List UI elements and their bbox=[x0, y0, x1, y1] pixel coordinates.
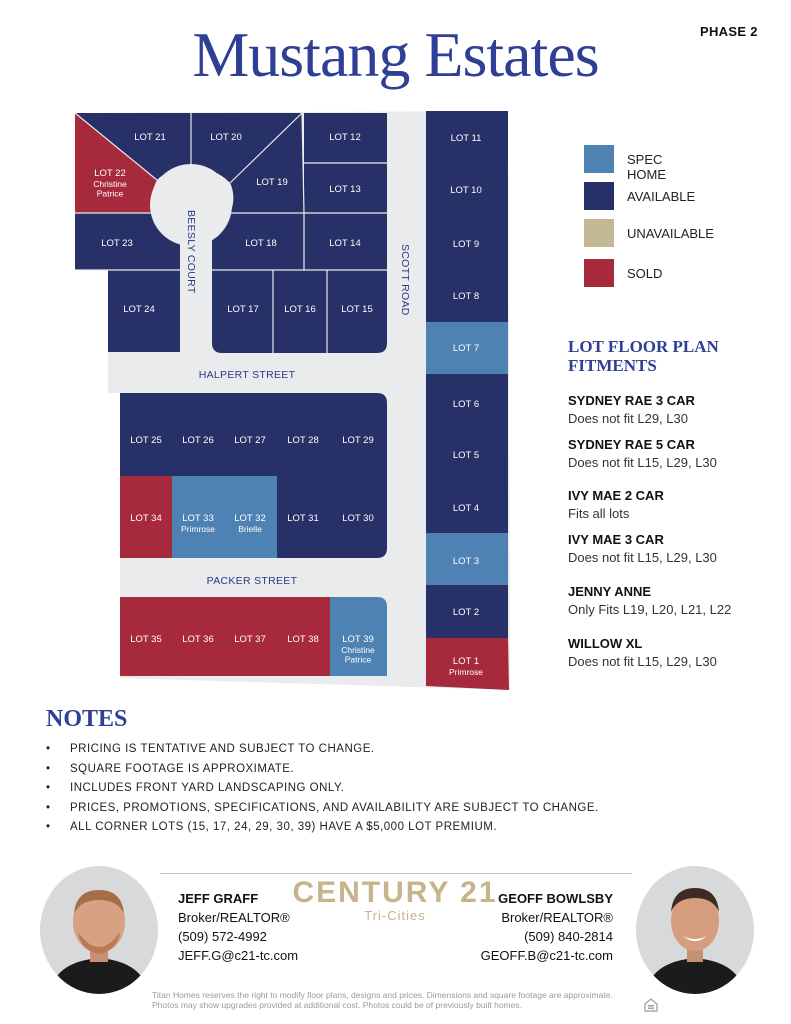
lot-label: LOT 37 bbox=[234, 634, 266, 645]
lots-layer bbox=[75, 111, 509, 690]
lot-label: LOT 34 bbox=[130, 513, 162, 524]
lot-label: LOT 23 bbox=[101, 238, 133, 249]
fitment-plan-note: Only Fits L19, L20, L21, L22 bbox=[568, 602, 732, 617]
agent-name: GEOFF BOWLSBY bbox=[498, 891, 613, 906]
bullet-icon: • bbox=[46, 743, 51, 755]
agent-contact-left bbox=[178, 889, 298, 965]
fitment-item bbox=[568, 636, 717, 669]
avatar-left-icon bbox=[40, 866, 158, 994]
lot-label: LOT 24 bbox=[123, 304, 155, 315]
fitment-item bbox=[568, 437, 717, 470]
fitments-title: LOT FLOOR PLAN FITMENTS bbox=[568, 337, 719, 375]
century21-logo bbox=[290, 876, 500, 923]
fitment-plan-name: JENNY ANNE bbox=[568, 584, 652, 599]
lot-label: LOT 9 bbox=[452, 239, 480, 250]
lot-label: LOT 6 bbox=[452, 399, 480, 410]
lot-label: LOT 5 bbox=[452, 450, 480, 461]
bullet-icon: • bbox=[46, 821, 51, 833]
lot-label: LOT 1 bbox=[452, 656, 480, 667]
lot-label: LOT 28 bbox=[287, 435, 319, 446]
agent-title: Broker/REALTOR® bbox=[501, 910, 613, 925]
fitment-item bbox=[568, 584, 731, 617]
lot-label: LOT 22 bbox=[94, 168, 126, 179]
lot-label: LOT 27 bbox=[234, 435, 266, 446]
footer-divider bbox=[160, 873, 632, 874]
agent-name: JEFF GRAFF bbox=[178, 891, 259, 906]
bullet-icon: • bbox=[46, 801, 51, 814]
lot-label: LOT 26 bbox=[182, 435, 214, 446]
lot-label: LOT 30 bbox=[342, 513, 374, 524]
note-item bbox=[46, 782, 599, 802]
site-plan-map bbox=[0, 0, 560, 700]
note-item bbox=[46, 743, 599, 763]
brand-name: CENTURY 21 bbox=[292, 876, 498, 909]
agent-email[interactable]: GEOFF.B@c21-tc.com bbox=[480, 948, 613, 963]
fitment-plan-note: Does not fit L15, L29, L30 bbox=[568, 654, 717, 669]
street-label-beesly: BEESLY COURT bbox=[185, 210, 197, 294]
lot-label: LOT 14 bbox=[329, 238, 361, 249]
disclaimer-line: Photos may show upgrades provided at additional cost. Photos could be of previously built homes. bbox=[152, 1000, 522, 1010]
street-label-packer: PACKER STREET bbox=[206, 575, 298, 587]
bullet-icon: • bbox=[46, 782, 51, 794]
notes-list bbox=[46, 743, 599, 841]
fitment-item bbox=[568, 488, 664, 521]
fitment-plan-name: WILLOW XL bbox=[568, 636, 643, 651]
notes-title: NOTES bbox=[46, 706, 128, 732]
lot-label: LOT 29 bbox=[342, 435, 374, 446]
lot-label: LOT 4 bbox=[452, 503, 480, 514]
fitment-plan-name: IVY MAE 3 CAR bbox=[568, 532, 664, 547]
legend-label-spec: SPEC HOME bbox=[627, 152, 666, 182]
note-text: PRICES, PROMOTIONS, SPECIFICATIONS, AND AVAILABILITY ARE SUBJECT TO CHANGE. bbox=[70, 801, 599, 814]
lot-label: LOT 15 bbox=[341, 304, 373, 315]
lot-label: LOT 20 bbox=[210, 132, 242, 143]
lot-label: LOT 3 bbox=[452, 556, 480, 567]
lot-label: LOT 7 bbox=[452, 343, 480, 354]
fitment-plan-name: SYDNEY RAE 5 CAR bbox=[568, 437, 695, 452]
lot-owner-label: Christine bbox=[341, 645, 375, 655]
lot-label: LOT 36 bbox=[182, 634, 214, 645]
note-text: SQUARE FOOTAGE IS APPROXIMATE. bbox=[70, 762, 295, 775]
note-item bbox=[46, 763, 599, 783]
agent-contact-right bbox=[481, 889, 613, 965]
lot-label: LOT 18 bbox=[245, 238, 277, 249]
agent-email[interactable]: JEFF.G@c21-tc.com bbox=[178, 948, 299, 963]
lot-label: LOT 10 bbox=[450, 185, 482, 196]
lot-label: LOT 12 bbox=[329, 132, 361, 143]
lot-owner-label: Patrice bbox=[96, 188, 124, 199]
street-label-halpert: HALPERT STREET bbox=[198, 369, 296, 381]
fitment-plan-note: Fits all lots bbox=[568, 506, 630, 521]
avatar-right-icon bbox=[636, 866, 754, 994]
lot-label: LOT 13 bbox=[329, 184, 361, 195]
disclaimer-line: Titan Homes reserves the right to modify floor plans, designs and prices. Dimensions and square footage are approximate. bbox=[152, 990, 613, 1000]
page-title: Mustang Estates bbox=[192, 19, 599, 90]
lot-label: LOT 25 bbox=[130, 435, 162, 446]
equal-housing-icon bbox=[644, 998, 658, 1012]
lot-label: LOT 17 bbox=[227, 304, 259, 315]
lot-label: LOT 21 bbox=[134, 132, 166, 143]
note-text: PRICING IS TENTATIVE AND SUBJECT TO CHANGE. bbox=[70, 743, 375, 755]
note-text: ALL CORNER LOTS (15, 17, 24, 29, 30, 39) HAVE A $5,000 LOT PREMIUM. bbox=[70, 821, 498, 833]
agent-photo-left bbox=[40, 866, 158, 994]
agent-phone[interactable]: (509) 572-4992 bbox=[178, 929, 267, 944]
lot-label: LOT 38 bbox=[287, 634, 319, 645]
agent-phone[interactable]: (509) 840-2814 bbox=[524, 929, 613, 944]
note-item bbox=[46, 821, 599, 841]
legend-label-sold: SOLD bbox=[627, 266, 663, 281]
legend-swatch-available bbox=[584, 182, 614, 210]
disclaimer bbox=[152, 990, 642, 1010]
fitment-item bbox=[568, 393, 695, 426]
fitment-plan-name: SYDNEY RAE 3 CAR bbox=[568, 393, 695, 408]
phase-label: PHASE 2 bbox=[700, 24, 758, 39]
brand-sub: Tri-Cities bbox=[364, 908, 426, 923]
lot-label: LOT 19 bbox=[256, 177, 288, 188]
legend-label-available: AVAILABLE bbox=[627, 189, 696, 204]
legend-swatch-spec bbox=[584, 145, 614, 173]
lot-label: LOT 32 bbox=[234, 513, 266, 524]
agent-title: Broker/REALTOR® bbox=[178, 910, 290, 925]
fitment-plan-note: Does not fit L29, L30 bbox=[568, 411, 688, 426]
lot-owner-label: Brielle bbox=[238, 524, 262, 534]
legend-swatch-unavailable bbox=[584, 219, 614, 247]
note-item bbox=[46, 802, 599, 822]
fitment-plan-note: Does not fit L15, L29, L30 bbox=[568, 455, 717, 470]
lot-owner-label: Patrice bbox=[344, 654, 372, 665]
bullet-icon: • bbox=[46, 762, 51, 775]
legend-label-unavailable: UNAVAILABLE bbox=[627, 226, 714, 241]
lot-owner-label: Christine bbox=[93, 179, 127, 189]
lot-label: LOT 11 bbox=[450, 133, 482, 144]
fitment-item bbox=[568, 532, 717, 565]
lot-label: LOT 31 bbox=[287, 513, 319, 524]
agent-photo-right bbox=[636, 866, 754, 994]
street-label-scott: SCOTT ROAD bbox=[399, 244, 411, 316]
note-text: INCLUDES FRONT YARD LANDSCAPING ONLY. bbox=[70, 782, 345, 794]
fitment-plan-name: IVY MAE 2 CAR bbox=[568, 488, 664, 503]
lot-label: LOT 16 bbox=[284, 304, 316, 315]
lot-label: LOT 2 bbox=[452, 607, 480, 618]
lot-label: LOT 35 bbox=[130, 634, 162, 645]
lot-label: LOT 33 bbox=[182, 513, 214, 524]
fitment-plan-note: Does not fit L15, L29, L30 bbox=[568, 550, 717, 565]
lot-label: LOT 8 bbox=[452, 291, 480, 302]
legend-swatch-sold bbox=[584, 259, 614, 287]
lot-label: LOT 39 bbox=[342, 634, 374, 645]
lot-owner-label: Primrose bbox=[448, 667, 484, 677]
lot-owner-label: Primrose bbox=[180, 524, 216, 534]
